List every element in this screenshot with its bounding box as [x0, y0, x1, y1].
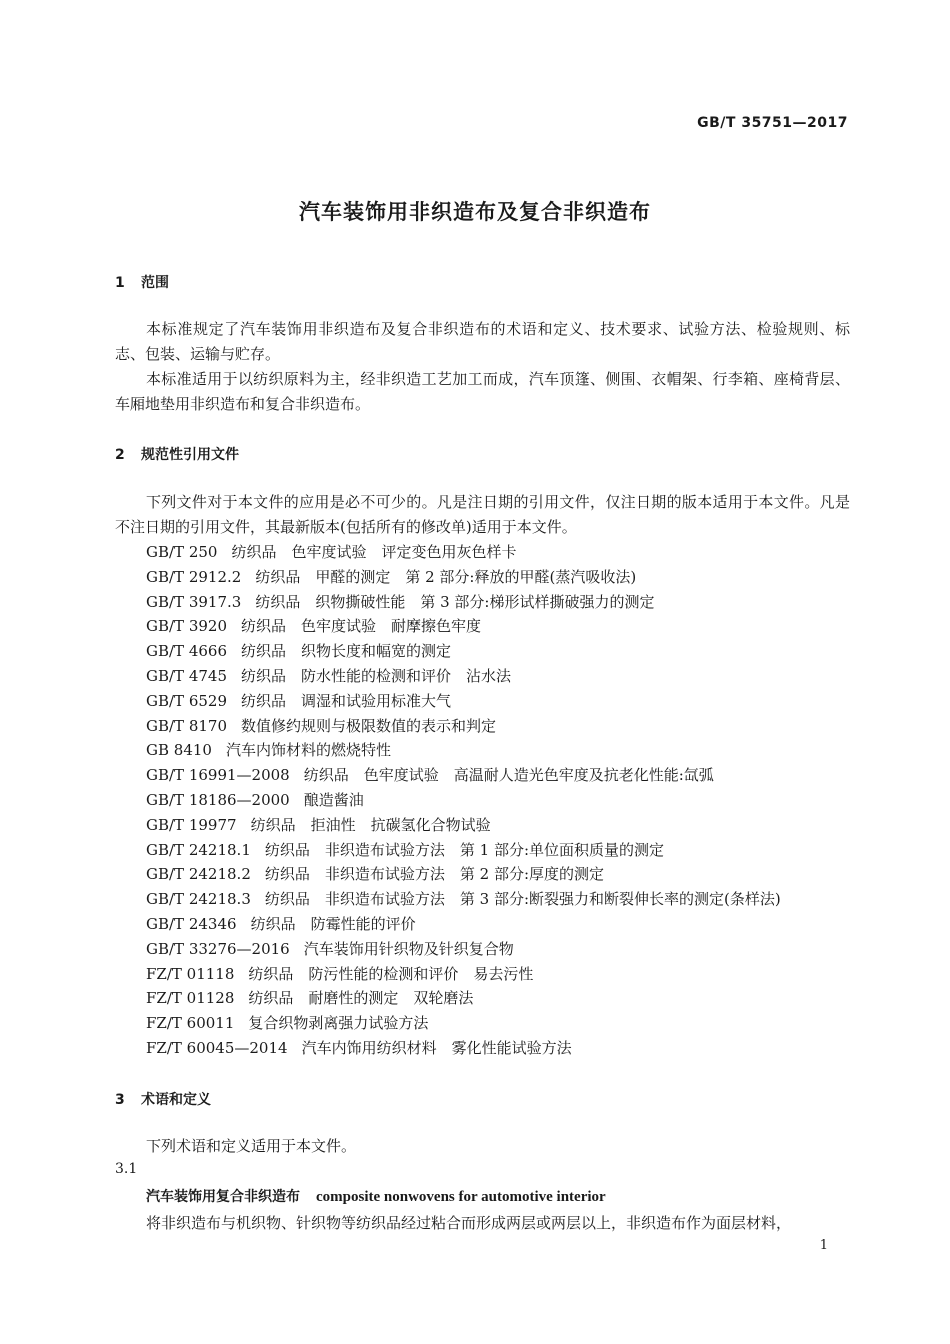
reference-item — [146, 565, 781, 590]
reference-code: GB/T 250 — [146, 543, 218, 561]
scope-paragraph-1: 本标准规定了汽车装饰用非织造布及复合非织造布的术语和定义、技术要求、试验方法、检验规则、标志、包装、运输与贮存。 — [115, 320, 850, 363]
reference-title: 纺织品 非织造布试验方法 第 1 部分:单位面积质量的测定 — [264, 840, 665, 859]
reference-title: 汽车内饰材料的燃烧特性 — [225, 741, 391, 760]
reference-item — [146, 937, 781, 962]
reference-title: 纺织品 非织造布试验方法 第 2 部分:厚度的测定 — [264, 865, 605, 884]
reference-code: GB/T 3920 — [146, 617, 228, 636]
reference-title: 纺织品 调湿和试验用标准大气 — [241, 691, 452, 710]
reference-item — [146, 887, 781, 912]
reference-title: 复合织物剥离强力试验方法 — [248, 1014, 429, 1033]
reference-item — [146, 862, 781, 887]
reference-title: 纺织品 防霉性能的评价 — [250, 914, 416, 933]
reference-item — [146, 614, 781, 639]
reference-code: GB/T 33276—2016 — [146, 939, 290, 958]
terms-intro: 下列术语和定义适用于本文件。 — [146, 1137, 357, 1155]
reference-title: 汽车装饰用针织物及针织复合物 — [303, 939, 514, 958]
section-2-heading — [115, 444, 239, 464]
term-definition: 将非织造布与机织物、针织物等纺织品经过粘合而形成两层或两层以上，非织造布作为面层材料， — [146, 1214, 792, 1232]
reference-title: 纺织品 耐磨性的测定 双轮磨法 — [248, 989, 474, 1008]
reference-item — [146, 540, 781, 565]
section-1-heading — [115, 272, 169, 292]
scope-paragraph-2: 本标准适用于以纺织原料为主，经非织造工艺加工而成，汽车顶篷、侧围、衣帽架、行李箱、座椅背层、车厢地垫用非织造布和复合非织造布。 — [115, 370, 850, 413]
section-title: 术语和定义 — [141, 1092, 211, 1108]
reference-item — [146, 763, 781, 788]
reference-item — [146, 1036, 781, 1061]
term-number: 3.1 — [115, 1161, 138, 1177]
reference-code: GB/T 16991—2008 — [146, 766, 290, 785]
reference-title: 酿造酱油 — [303, 790, 364, 809]
section-number: 3 — [115, 1092, 125, 1108]
reference-item — [146, 813, 781, 838]
reference-title: 纺织品 色牢度试验 耐摩擦色牢度 — [241, 617, 482, 636]
reference-title: 纺织品 拒油性 抗碳氢化合物试验 — [250, 815, 491, 834]
page-title: 汽车装饰用非织造布及复合非织造布 — [299, 200, 651, 224]
reference-code: FZ/T 01118 — [146, 964, 235, 983]
reference-code: GB/T 24218.1 — [146, 840, 251, 859]
reference-code: GB 8410 — [146, 741, 212, 760]
reference-title: 数值修约规则与极限数值的表示和判定 — [241, 716, 497, 735]
reference-code: GB/T 24218.2 — [146, 865, 251, 884]
references-intro: 下列文件对于本文件的应用是必不可少的。凡是注日期的引用文件，仅注日期的版本适用于本文件。凡是不注日期的引用文件，其最新版本(包括所有的修改单)适用于本文件。 — [115, 493, 850, 536]
section-number: 2 — [115, 447, 125, 463]
reference-code: GB/T 6529 — [146, 691, 228, 710]
page-number: 1 — [819, 1238, 828, 1253]
reference-title: 纺织品 色牢度试验 高温耐人造光色牢度及抗老化性能:氙弧 — [303, 766, 714, 785]
reference-code: FZ/T 01128 — [146, 989, 235, 1008]
reference-code: GB/T 4666 — [146, 642, 228, 661]
reference-title: 纺织品 非织造布试验方法 第 3 部分:断裂强力和断裂伸长率的测定(条样法) — [264, 890, 781, 909]
reference-title: 纺织品 防污性能的检测和评价 易去污性 — [248, 964, 534, 983]
standard-code: GB/T 35751—2017 — [697, 115, 848, 131]
section-title: 范围 — [141, 275, 169, 291]
reference-code: FZ/T 60011 — [146, 1014, 235, 1033]
reference-item — [146, 639, 781, 664]
reference-title: 汽车内饰用纺织材料 雾化性能试验方法 — [301, 1038, 572, 1057]
reference-code: GB/T 19977 — [146, 815, 237, 834]
reference-item — [146, 738, 781, 763]
section-3-heading — [115, 1089, 211, 1109]
reference-item — [146, 664, 781, 689]
reference-code: GB/T 8170 — [146, 716, 228, 735]
reference-code: FZ/T 60045—2014 — [146, 1038, 288, 1057]
reference-item — [146, 962, 781, 987]
section-number: 1 — [115, 275, 125, 291]
reference-code: GB/T 18186—2000 — [146, 790, 290, 809]
reference-code: GB/T 4745 — [146, 666, 228, 685]
reference-list — [146, 540, 781, 1061]
term-entry — [146, 1186, 606, 1206]
reference-item — [146, 1011, 781, 1036]
reference-code: GB/T 3917.3 — [146, 592, 242, 611]
reference-title: 纺织品 织物撕破性能 第 3 部分:梯形试样撕破强力的测定 — [255, 592, 655, 611]
reference-title: 纺织品 防水性能的检测和评价 沾水法 — [241, 666, 512, 685]
reference-code: GB/T 24218.3 — [146, 890, 251, 909]
reference-title: 纺织品 甲醛的测定 第 2 部分:释放的甲醛(蒸汽吸收法) — [255, 567, 637, 586]
term-name-cn: 汽车装饰用复合非织造布 — [146, 1189, 300, 1205]
reference-title: 纺织品 色牢度试验 评定变色用灰色样卡 — [231, 543, 517, 561]
reference-item — [146, 788, 781, 813]
reference-item — [146, 838, 781, 863]
reference-item — [146, 714, 781, 739]
section-title: 规范性引用文件 — [141, 447, 239, 463]
reference-item — [146, 689, 781, 714]
reference-item — [146, 912, 781, 937]
reference-code: GB/T 2912.2 — [146, 567, 242, 586]
reference-title: 纺织品 织物长度和幅宽的测定 — [241, 642, 452, 661]
reference-item — [146, 590, 781, 615]
term-name-en: composite nonwovens for automotive interior — [316, 1189, 606, 1205]
reference-code: GB/T 24346 — [146, 914, 237, 933]
reference-item — [146, 986, 781, 1011]
